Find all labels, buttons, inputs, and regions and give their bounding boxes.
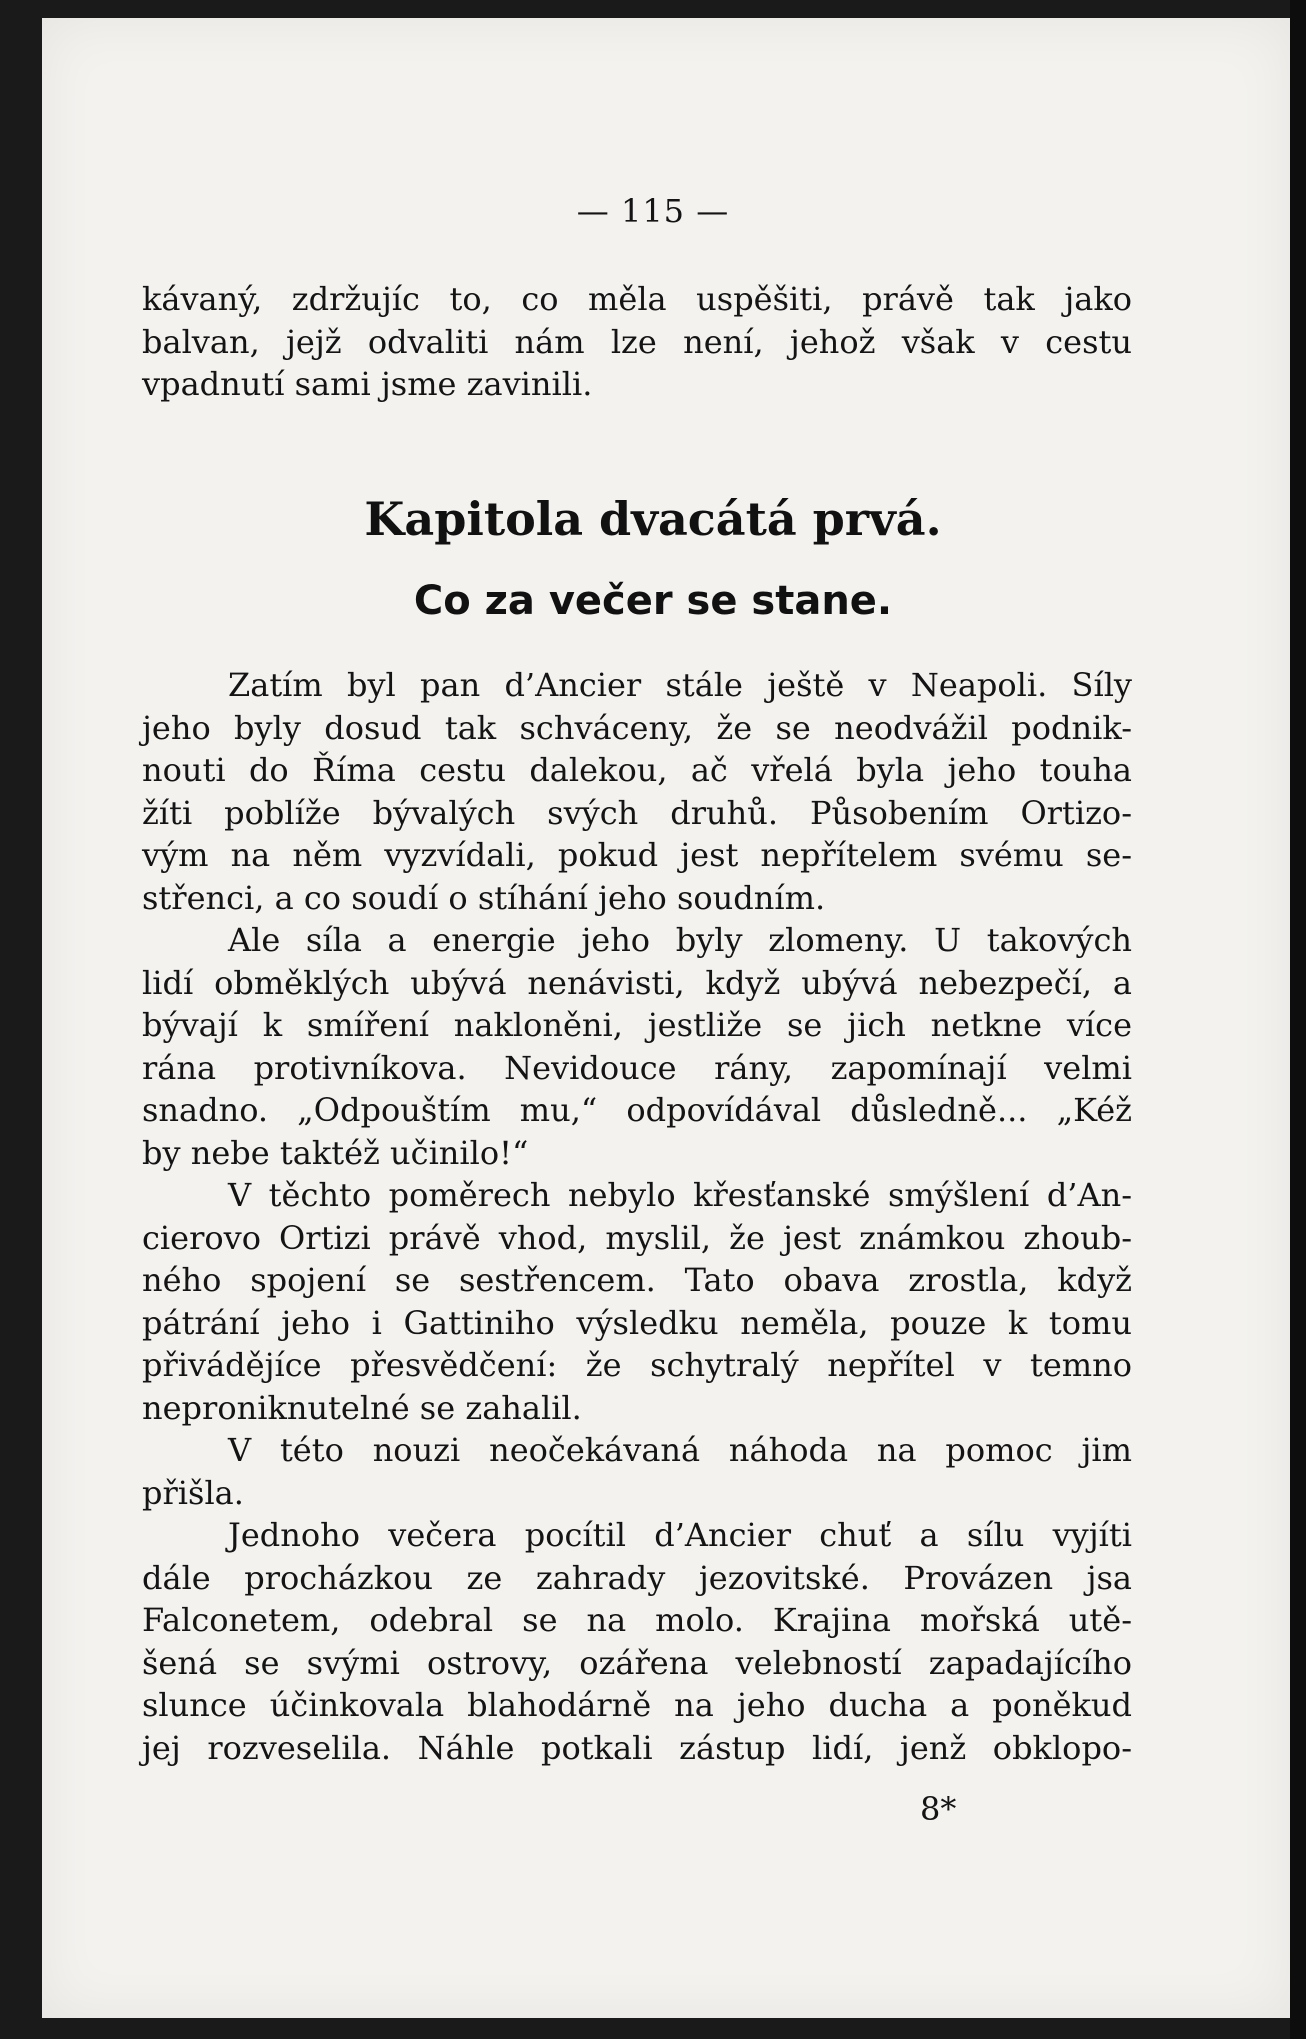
body-line: snadno. „Odpouštím mu,“ odpovídával důsledně... „Kéž [142,1091,1132,1129]
body-line: cierovo Ortizi právě vhod, myslil, že jest známkou zhoub- [142,1218,1132,1257]
body-line: lidí obměklých ubývá nenávisti, když ubývá nebezpečí, a [142,963,1132,1002]
intro-line: balvan, jejž odvaliti nám lze není, jehož však v cestu [142,322,1132,361]
intro-line: kávaný, zdržujíc to, co měla uspěšiti, právě tak jako [142,280,1132,318]
body-line: by nebe taktéž učinilo!“ [142,1133,529,1172]
body-line: bývají k smíření nakloněni, jestliže se jich netkne více [142,1006,1132,1044]
body-line: V této nouzi neočekávaná náhoda na pomoc jim [228,1431,1132,1469]
body-line: přišla. [142,1473,244,1512]
body-line: nouti do Říma cestu dalekou, ač vřelá byla jeho touha [142,751,1132,789]
chapter-title: Kapitola dvacátá prvá. [364,492,942,546]
body-line: šená se svými ostrovy, ozářena velebností zapadajícího [142,1643,1132,1682]
body-line: Zatím byl pan d’Ancier stále ještě v Neapoli. Síly [228,666,1132,704]
page-number: — 115 — [576,192,730,230]
body-line: žíti poblíže bývalých svých druhů. Působením Ortizo- [142,793,1132,832]
intro-line: vpadnutí sami jsme zavinili. [142,365,593,403]
body-line: Ale síla a energie jeho byly zlomeny. U takových [228,921,1132,959]
body-line: V těchto poměrech nebylo křesťanské smýšlení d’An- [228,1176,1132,1214]
body-line: jeho byly dosud tak schváceny, že se neodvážil podnik- [142,708,1132,747]
chapter-body [142,664,1132,1769]
body-line: rána protivníkova. Nevidouce rány, zapomínají velmi [142,1048,1132,1087]
body-line: Falconetem, odebral se na molo. Krajina mořská utě- [142,1601,1132,1639]
body-line: Jednoho večera pocítil d’Ancier chuť a sílu vyjíti [228,1516,1132,1554]
body-line: dále procházkou ze zahrady jezovitské. Provázen jsa [142,1558,1132,1597]
body-line: přivádějíce přesvědčení: že schytralý nepřítel v temno [142,1346,1132,1384]
body-line: neproniknutelné se zahalil. [142,1388,582,1427]
body-line: střenci, a co soudí o stíhání jeho soudním. [142,878,826,917]
body-line: ného spojení se sestřencem. Tato obava zrostla, když [142,1261,1132,1299]
body-line: vým na něm vyzvídali, pokud jest nepřítelem svému se- [142,836,1132,874]
signature-mark: 8* [920,1790,957,1828]
body-line: slunce účinkovala blahodárně na jeho ducha a poněkud [142,1686,1132,1724]
chapter-subtitle: Co za večer se stane. [413,578,893,624]
body-line: pátrání jeho i Gattiniho výsledku neměla, pouze k tomu [142,1303,1132,1342]
scan-edge [1290,0,1306,2039]
intro-paragraph [142,278,1132,406]
body-line: jej rozveselila. Náhle potkali zástup lidí, jenž obklopo- [142,1728,1132,1767]
